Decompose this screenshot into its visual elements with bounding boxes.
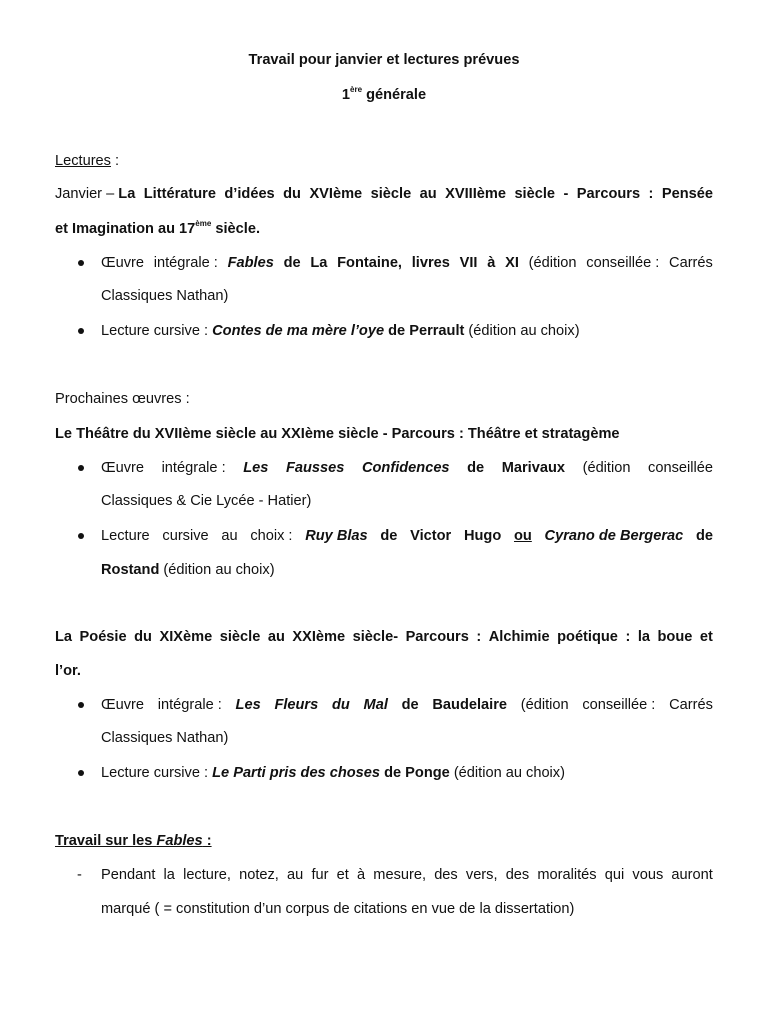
list-item-contes: Lecture cursive : Contes de ma mère l’oye de Perrault (édition au choix) [101, 323, 580, 339]
travail-item: Pendant la lecture, notez, au fur et à mesure, des vers, des moralités qui vous auront [101, 867, 713, 883]
list-item-fables: Œuvre intégrale : Fables de La Fontaine, livres VII à XI (édition conseillée : Carrés [101, 255, 713, 271]
document-title: Travail pour janvier et lectures prévues [248, 52, 520, 68]
list-item-parti-pris: Lecture cursive : Le Parti pris des choses de Ponge (édition au choix) [101, 765, 565, 781]
list-item-fausses-confidences-line-2: Classiques & Cie Lycée - Hatier) [101, 493, 312, 509]
bullet-icon [78, 702, 84, 708]
theatre-title: Le Théâtre du XVIIème siècle au XXIème siècle - Parcours : Théâtre et stratagème [55, 426, 620, 442]
bullet-icon [78, 328, 84, 334]
bullet-icon [78, 260, 84, 266]
travail-heading: Travail sur les Fables : [55, 833, 212, 849]
janvier-line-1: Janvier – La Littérature d’idées du XVIème siècle au XVIIIème siècle - Parcours : Pensée [55, 186, 713, 202]
list-item-fleurs-du-mal: Œuvre intégrale : Les Fleurs du Mal de Baudelaire (édition conseillée : Carrés [101, 697, 713, 713]
bullet-icon [78, 533, 84, 539]
list-item-ruy-blas-line-2: Rostand (édition au choix) [101, 562, 275, 578]
travail-item-line-2: marqué ( = constitution d’un corpus de citations en vue de la dissertation) [101, 901, 575, 917]
dash-bullet-icon: - [77, 867, 82, 883]
poesie-title: La Poésie du XIXème siècle au XXIème siècle- Parcours : Alchimie poétique : la boue et [55, 629, 713, 645]
list-item-fausses-confidences: Œuvre intégrale : Les Fausses Confidences de Marivaux (édition conseillée [101, 460, 713, 476]
lectures-heading: Lectures : [55, 153, 120, 169]
bullet-icon [78, 465, 84, 471]
list-item-ruy-blas: Lecture cursive au choix : Ruy Blas de Victor Hugo ou Cyrano de Bergerac de [101, 528, 713, 544]
class-level: 1ère générale [341, 85, 427, 103]
list-item-fleurs-du-mal-line-2: Classiques Nathan) [101, 730, 229, 746]
janvier-line-2: et Imagination au 17ème siècle. [55, 219, 260, 237]
poesie-title-line-2: l’or. [55, 663, 81, 679]
list-item-fables-line-2: Classiques Nathan) [101, 288, 229, 304]
prochaines-heading: Prochaines œuvres : [55, 391, 190, 407]
bullet-icon [78, 770, 84, 776]
